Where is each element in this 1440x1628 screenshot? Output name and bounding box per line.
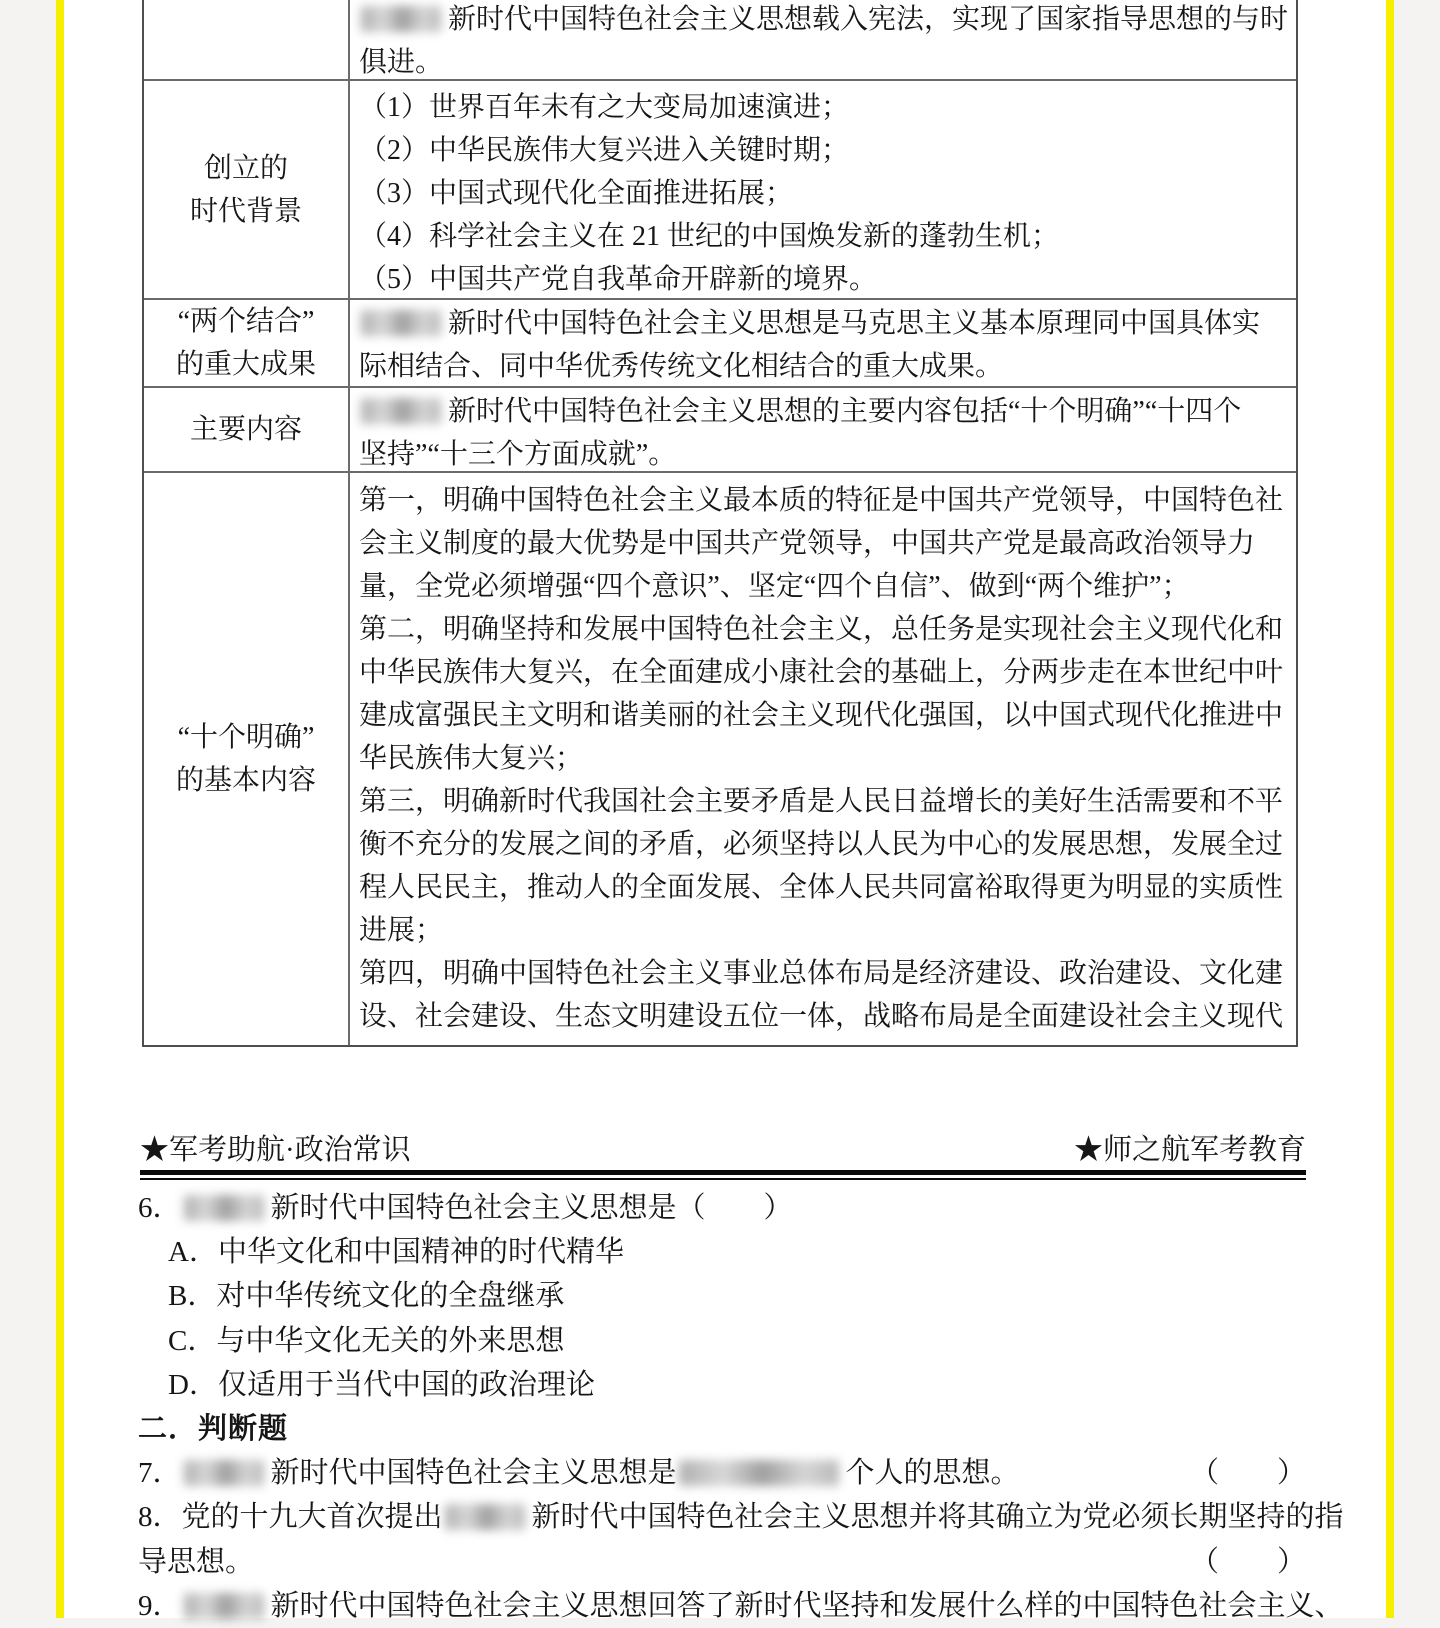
text-segment: 新时代中国特色社会主义思想并将其确立为党必须长期坚持的指 [531,1501,1344,1534]
row-label-line: “十个明确” [177,722,315,753]
text-segment: B．对中华传统文化的全盘继承 [168,1280,565,1313]
text-segment: 际相结合、同中华优秀传统文化相结合的重大成果。 [359,351,1004,382]
text-segment: 导思想。 [138,1545,255,1578]
row-content-cell [350,81,1296,298]
redacted-text [184,1195,264,1221]
question-line [138,1186,1306,1230]
redacted-text [361,398,441,424]
text-segment: 9． [138,1589,182,1622]
row-label-line: 创立的 [203,152,288,184]
content-line [359,866,1292,909]
question-line [138,1363,1306,1407]
table-row [144,388,1296,473]
table-row [144,81,1296,300]
text-segment: 第二，明确坚持和发展中国特色社会主义，总任务是实现社会主义现代化和 [359,614,1284,645]
content-line [359,952,1292,995]
text-segment: 新时代中国特色社会主义思想的主要内容包括“十个明确”“十四个 [448,396,1242,427]
content-line [359,522,1292,565]
content-line [359,479,1292,522]
row-label-line: 主要内容 [189,414,302,445]
row-content-cell [350,300,1296,386]
text-segment: 6． [138,1192,182,1224]
row-label-cell [144,388,350,471]
table-row [144,300,1296,388]
table-row [144,473,1296,1045]
content-line [359,390,1292,433]
row-label-cell [144,0,350,79]
redacted-text [445,1504,525,1530]
row-label-line: 的基本内容 [175,765,316,796]
text-segment: 建成富强民主文明和谐美丽的社会主义现代化强国，以中国式现代化推进中 [359,700,1284,731]
answer-parentheses: （ ） [1189,1545,1306,1578]
redacted-text [184,1460,264,1486]
redacted-text [361,310,441,336]
text-segment: 量，全党必须增强“四个意识”、坚定“四个自信”、做到“两个维护”； [359,571,1190,602]
question-line [138,1451,1306,1495]
row-content-cell [350,388,1296,471]
content-line [359,172,1292,215]
content-line [359,995,1292,1038]
row-content-cell [350,473,1296,1045]
question-line [138,1540,1306,1584]
content-line [359,909,1292,952]
header-double-rule [140,1170,1306,1180]
row-label-cell [144,473,350,1045]
text-segment: 俱进。 [359,47,444,78]
page-brand-header [140,1133,1306,1167]
text-segment: 坚持”“十三个方面成就”。 [359,439,677,470]
text-segment: 设、社会建设、生态文明建设五位一体，战略布局是全面建设社会主义现代 [359,1001,1284,1032]
text-segment: 7． [138,1457,182,1490]
text-segment: 会主义制度的最大优势是中国共产党领导，中国共产党是最高政治领导力 [359,528,1256,559]
content-line [359,345,1292,386]
question-line [138,1230,1306,1274]
row-label-line: 时代背景 [189,195,302,227]
content-line [359,258,1292,298]
answer-parentheses: （ ） [1189,1457,1306,1490]
question-line [138,1495,1344,1539]
row-label-cell [144,81,350,298]
text-segment: 第三，明确新时代我国社会主要矛盾是人民日益增长的美好生活需要和不平 [359,786,1284,817]
content-line [359,0,1292,41]
text-segment: 第四，明确中国特色社会主义事业总体布局是经济建设、政治建设、文化建 [359,958,1284,989]
text-segment: C．与中华文化无关的外来思想 [168,1324,565,1357]
text-segment: （2）中华民族伟大复兴进入关键时期； [359,135,850,166]
content-line [359,608,1292,651]
content-line [359,565,1292,608]
text-segment: 8．党的十九大首次提出 [138,1501,443,1534]
text-segment: 新时代中国特色社会主义思想载入宪法，实现了国家指导思想的与时 [448,4,1289,35]
text-segment: A．中华文化和中国精神的时代精华 [168,1236,624,1269]
content-line [359,694,1292,737]
content-line [359,651,1292,694]
question-line [138,1319,1306,1363]
content-line [359,215,1292,258]
text-segment: 第一，明确中国特色社会主义最本质的特征是中国共产党领导，中国特色社 [359,485,1284,516]
text-segment: 个人的思想。 [845,1457,1020,1490]
text-segment: 中华民族伟大复兴，在全面建成小康社会的基础上，分两步走在本世纪中叶 [359,657,1284,688]
questions-section [138,1186,1344,1628]
content-table [142,0,1298,1047]
content-line [359,823,1292,866]
text-segment: 衡不充分的发展之间的矛盾，必须坚持以人民为中心的发展思想，发展全过 [359,829,1284,860]
brand-left-label: ★军考助航·政治常识 [140,1134,411,1166]
text-segment: 新时代中国特色社会主义思想是马克思主义基本原理同中国具体实 [448,308,1261,339]
section-heading [138,1407,1306,1451]
text-segment: 华民族伟大复兴； [359,743,584,774]
content-line [359,302,1292,345]
text-segment: （3）中国式现代化全面推进拓展； [359,178,794,209]
text-segment: （1）世界百年未有之大变局加速演进； [359,92,850,123]
content-line [359,433,1292,471]
question-line [138,1584,1344,1628]
text-segment: 新时代中国特色社会主义思想是 [270,1457,677,1490]
left-accent-stripe [56,0,64,1618]
row-label-line: “两个结合” [177,306,315,337]
content-line [359,737,1292,780]
redacted-text [679,1460,839,1486]
table-row [144,0,1296,81]
text-segment: （4）科学社会主义在 21 世纪的中国焕发新的蓬勃生机； [359,221,1060,252]
content-line [359,41,1292,79]
text-segment: 进展； [359,915,444,946]
text-segment: 新时代中国特色社会主义思想是（ ） [270,1192,793,1224]
brand-right-label: ★师之航军考教育 [1073,1134,1306,1166]
text-segment: 新时代中国特色社会主义思想回答了新时代坚持和发展什么样的中国特色社会主义、 [270,1589,1344,1622]
text-segment: 二．判断题 [138,1412,289,1445]
redacted-text [361,6,441,32]
text-segment: 程人民民主，推动人的全面发展、全体人民共同富裕取得更为明显的实质性 [359,872,1284,903]
row-label-line: 的重大成果 [175,349,316,380]
row-label-cell [144,300,350,386]
redacted-text [184,1593,264,1619]
row-content-cell [350,0,1296,79]
content-line [359,86,1292,129]
right-accent-stripe [1386,0,1394,1618]
content-line [359,780,1292,823]
content-line [359,129,1292,172]
text-segment: D．仅适用于当代中国的政治理论 [168,1368,595,1401]
text-segment: （5）中国共产党自我革命开辟新的境界。 [359,264,878,295]
question-line [138,1274,1306,1318]
